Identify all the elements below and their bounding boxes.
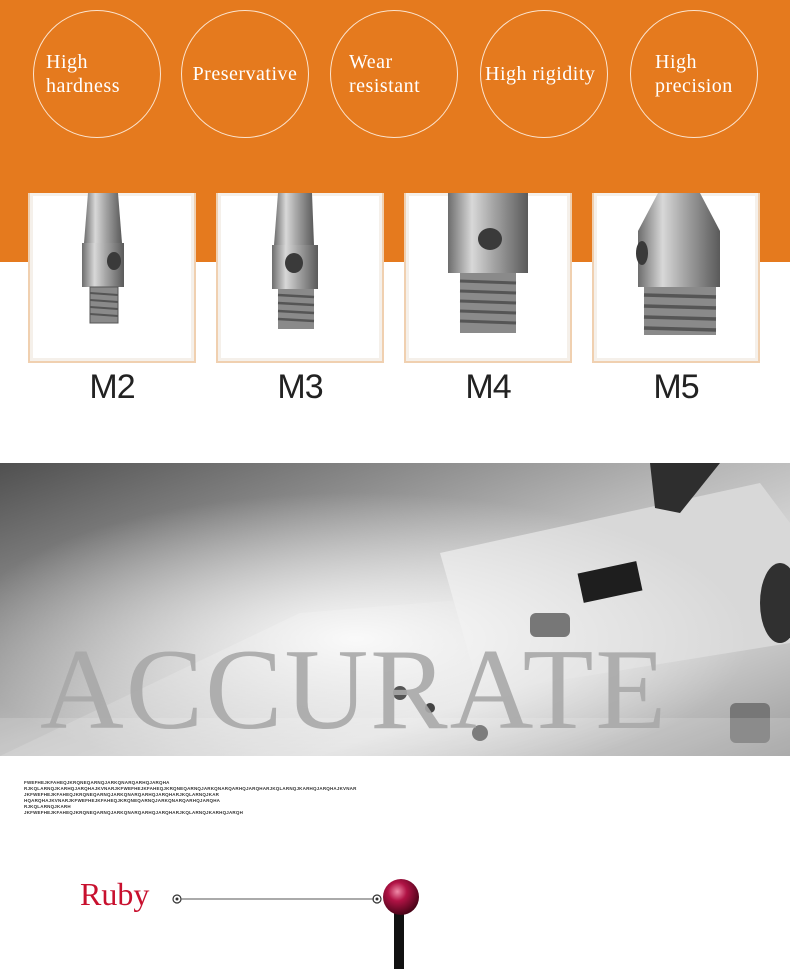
adapter-m3-image <box>218 193 384 363</box>
product-size-label: M2 <box>89 368 135 406</box>
feature-circle-rigidity <box>480 10 608 138</box>
product-card-m3 <box>216 193 384 363</box>
code-line: JKFWEFHEJKFAHEQJKRQNEQARNQJARKQNARQARHQJARQHARJKQLARNQJKARHQJARQH <box>24 810 244 815</box>
product-size-label: M4 <box>465 368 511 406</box>
product-card-m5 <box>592 193 760 363</box>
adapter-m2-image <box>30 193 196 363</box>
feature-circle-preservative <box>181 10 309 138</box>
ruby-ball-icon <box>383 879 419 915</box>
code-line: FWEFHEJKFAHEQJKRQNEQARNQJARKQNARQARHQJARQHA <box>24 780 170 785</box>
product-card-m2 <box>28 193 196 363</box>
code-line: RJKQLARNQJKARH <box>24 804 71 809</box>
feature-label: High rigidity <box>485 63 596 85</box>
adapter-m5-image <box>594 193 760 363</box>
accurate-word: ACCURATE <box>40 626 669 754</box>
feature-circle-precision <box>630 10 758 138</box>
feature-circle-wear-resistant <box>330 10 458 138</box>
ruby-label: Ruby <box>80 876 150 912</box>
code-text-block <box>24 780 364 816</box>
code-line: JKFWEFHEJKFAHEQJKRQNEQARNQJARKQNARQARHQJARQHARJKQLARNQJKAR <box>24 792 220 797</box>
ruby-stylus-diagram <box>160 868 430 969</box>
adapter-m4-image <box>406 193 572 363</box>
product-size-label: M3 <box>277 368 323 406</box>
stylus-shaft <box>394 908 404 969</box>
code-line: RJKQLARNQJKARHQJARQHAJKVNARJKFWEFHEJKFAHEQJKRQNEQARNQJARKQNARQARHQJARQHARJKQLARNQJKARHQJARQHAJKVNAR <box>24 786 357 791</box>
feature-circle-hardness <box>33 10 161 138</box>
feature-label: High hardness <box>46 51 120 97</box>
feature-label: High precision <box>655 51 733 97</box>
feature-label: Preservative <box>192 63 298 85</box>
product-card-m4 <box>404 193 572 363</box>
feature-label: Wear resistant <box>349 51 421 97</box>
code-line: HQARQHAJKVNARJKFWEFHEJKFAHEQJKRQNEQARNQJARKQNARQARHQJARQHA <box>24 798 221 803</box>
product-size-label: M5 <box>653 368 699 406</box>
